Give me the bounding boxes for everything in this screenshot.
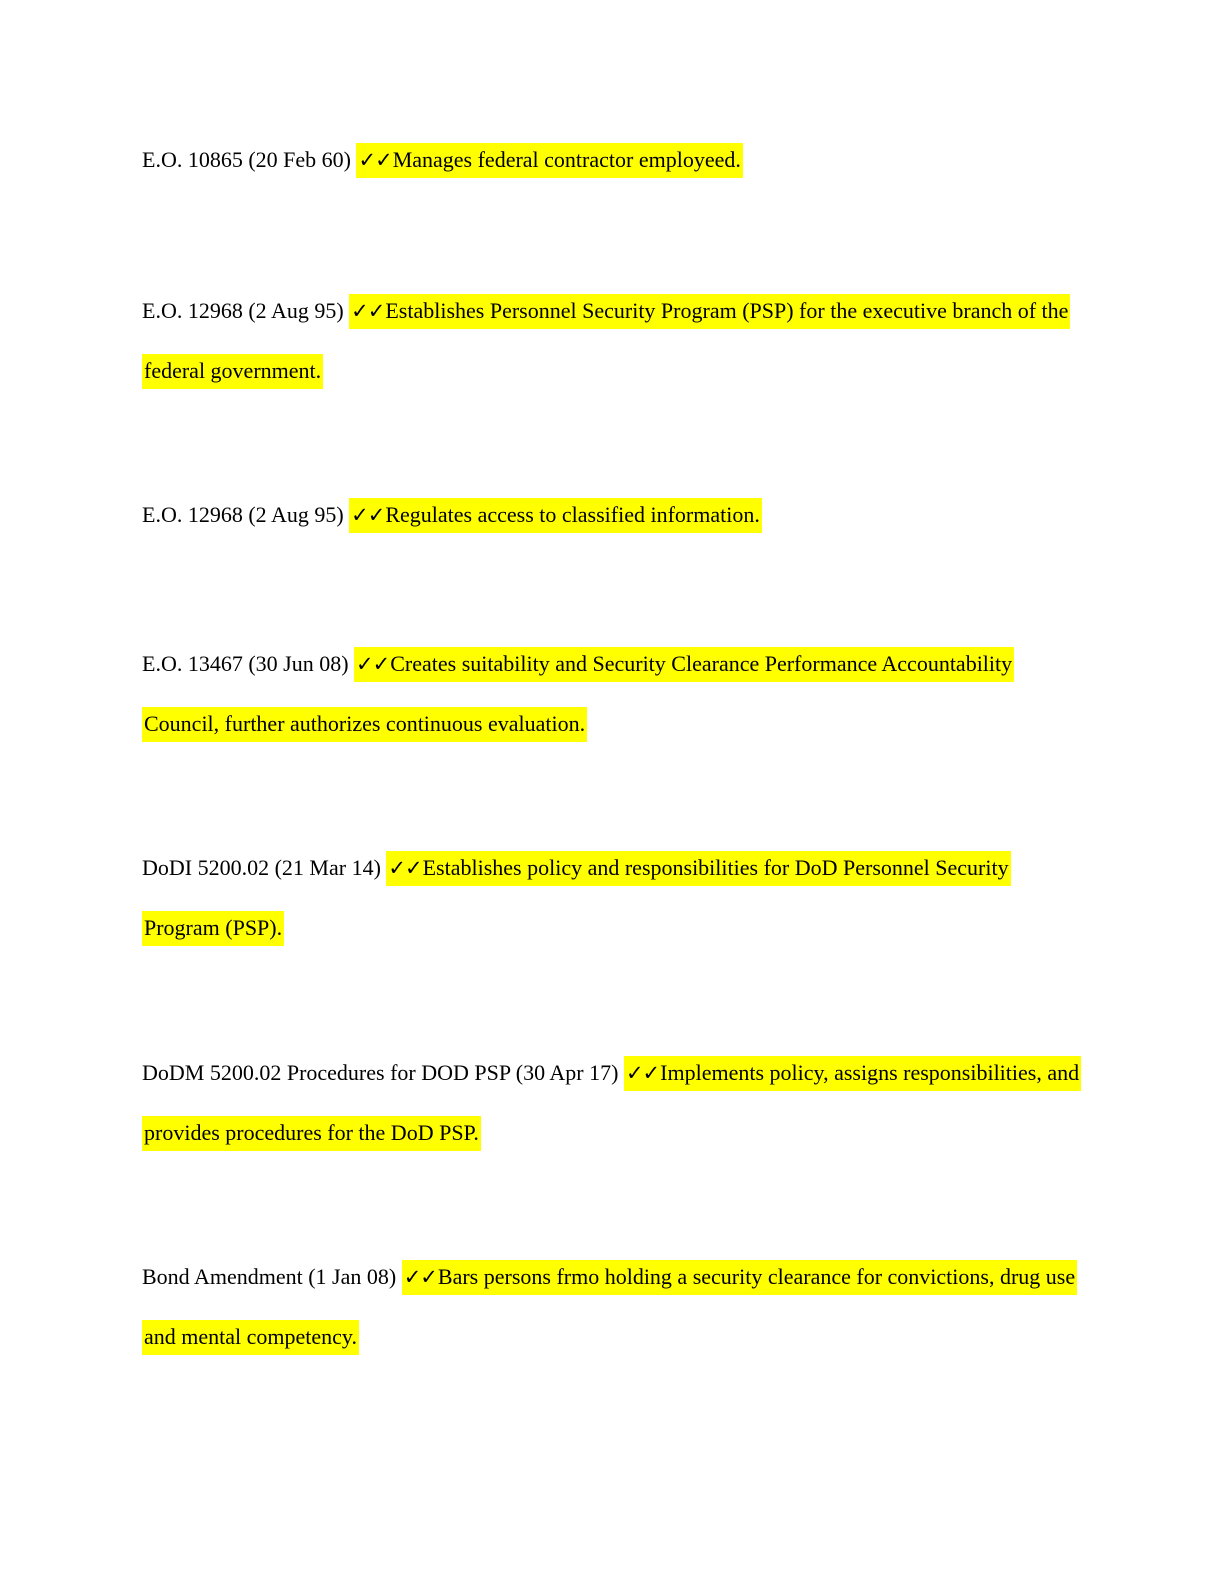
entry-eo-10865 — [142, 130, 1082, 190]
double-check-icon: ✓✓ — [356, 652, 390, 676]
entry-reference: Bond Amendment (1 Jan 08) — [142, 1264, 397, 1289]
double-check-icon: ✓✓ — [358, 148, 392, 172]
entry-reference: E.O. 12968 (2 Aug 95) — [142, 502, 344, 527]
entry-answer: Establishes policy and responsibilities for DoD Personnel Security Program (PSP). — [144, 855, 1009, 940]
double-check-icon: ✓✓ — [351, 503, 385, 527]
double-check-icon: ✓✓ — [403, 1265, 437, 1289]
entry-bond-amendment — [142, 1247, 1082, 1366]
entry-dodi-5200-02 — [142, 838, 1082, 957]
entry-eo-12968-access — [142, 485, 1082, 545]
double-check-icon: ✓✓ — [625, 1061, 660, 1085]
entry-eo-13467 — [142, 634, 1082, 753]
entry-reference: E.O. 10865 (20 Feb 60) — [142, 147, 351, 172]
entry-reference: DoDM 5200.02 Procedures for DOD PSP (30 Apr 17) — [142, 1060, 619, 1085]
entry-answer: Implements policy, assigns responsibilities, and provides procedures for the DoD PSP. — [144, 1060, 1080, 1145]
highlighted-answer — [349, 498, 762, 533]
double-check-icon: ✓✓ — [351, 299, 385, 323]
entry-reference: DoDI 5200.02 (21 Mar 14) — [142, 855, 381, 880]
entry-answer: Bars persons frmo holding a security clearance for convictions, drug use and mental competency. — [144, 1264, 1076, 1349]
entry-answer: Creates suitability and Security Clearance Performance Accountability Council, further authorizes continuous evaluation. — [144, 651, 1013, 736]
entry-answer: Regulates access to classified information. — [385, 502, 760, 527]
entry-answer: Manages federal contractor employeed. — [392, 147, 741, 172]
entry-reference: E.O. 12968 (2 Aug 95) — [142, 298, 344, 323]
entry-answer: Establishes Personnel Security Program (PSP) for the executive branch of the federal government. — [144, 298, 1069, 383]
double-check-icon: ✓✓ — [388, 856, 422, 880]
highlighted-answer — [356, 143, 742, 178]
entry-reference: E.O. 13467 (30 Jun 08) — [142, 651, 349, 676]
entry-eo-12968-psp — [142, 281, 1082, 400]
entry-dodm-5200-02 — [142, 1043, 1082, 1162]
